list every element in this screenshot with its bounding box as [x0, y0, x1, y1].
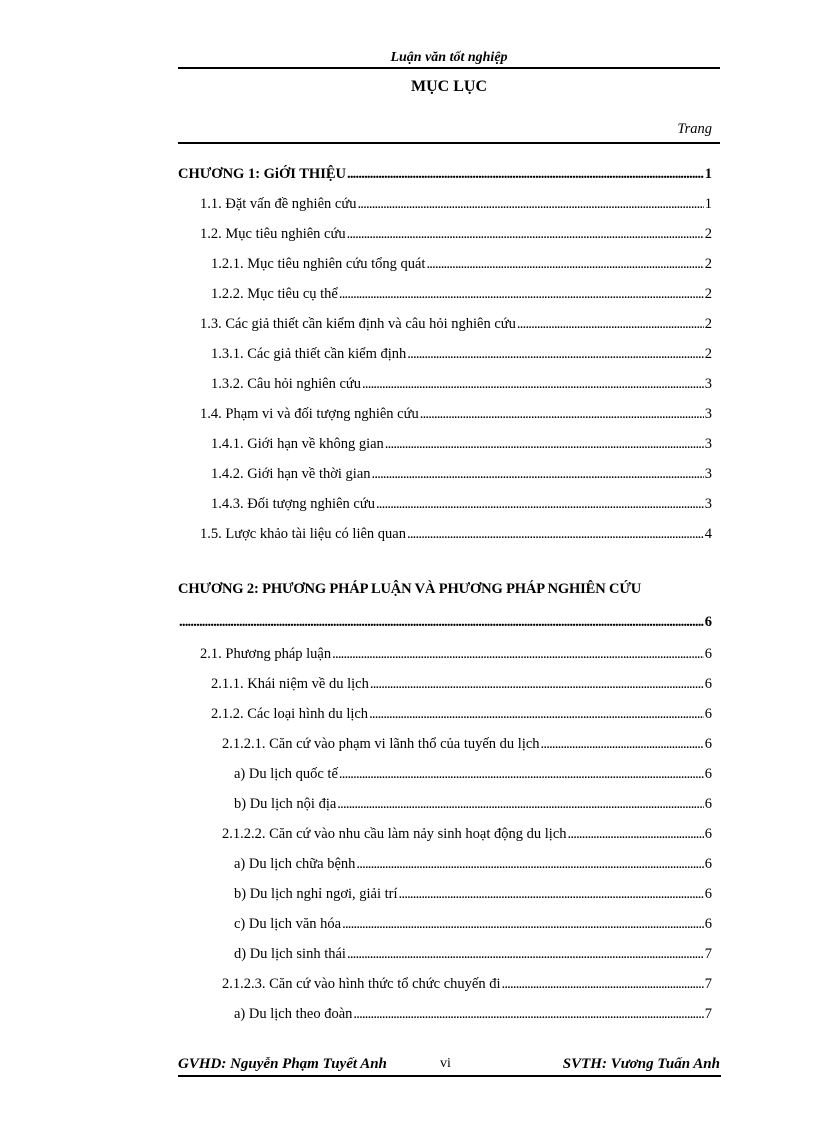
- dot-leader: [568, 826, 704, 843]
- dot-leader: [339, 286, 704, 303]
- toc-entry: [200, 406, 712, 426]
- toc-entry: [234, 856, 712, 876]
- dot-leader: [353, 1006, 703, 1023]
- dot-leader: [399, 886, 704, 903]
- dot-leader: [420, 406, 704, 423]
- dot-leader: [357, 196, 703, 213]
- toc-entry-label: a) Du lịch quốc tế: [234, 766, 338, 782]
- toc-entry-label: 2.1.2.2. Căn cứ vào nhu cầu làm nảy sinh hoạt động du lịch: [222, 826, 567, 842]
- toc-entry-page: 6: [704, 886, 712, 902]
- toc-entry-label: CHƯƠNG 1: GiỚI THIỆU: [178, 166, 346, 182]
- toc-entry-page: 6: [704, 706, 712, 722]
- toc-entry-page: 3: [704, 376, 712, 392]
- dot-leader: [369, 706, 704, 723]
- toc-entry: [234, 946, 712, 966]
- toc-entry: [234, 886, 712, 906]
- toc-entry-page: 7: [704, 1006, 712, 1022]
- dot-leader: [347, 166, 704, 183]
- toc-entry-label: 1.2.1. Mục tiêu nghiên cứu tổng quát: [211, 256, 426, 272]
- toc-chapter-1: [178, 166, 712, 186]
- toc-entry-page: 6: [704, 796, 712, 812]
- dot-leader: [356, 856, 703, 873]
- toc-entry: [222, 736, 712, 756]
- dot-leader: [501, 976, 703, 993]
- toc-entry-label: 2.1.2.1. Căn cứ vào phạm vi lãnh thổ của tuyến du lịch: [222, 736, 540, 752]
- toc-title: MỤC LỤC: [411, 78, 487, 95]
- dot-leader: [376, 496, 704, 513]
- dot-leader: [337, 796, 703, 813]
- toc-entry-page: 3: [704, 466, 712, 482]
- toc-entry-label: 1.3. Các giả thiết cần kiểm định và câu hỏi nghiên cứu: [200, 316, 516, 332]
- toc-entry-label: 2.1.1. Khái niệm về du lịch: [211, 676, 369, 692]
- dot-leader: [517, 316, 704, 333]
- toc-entry: [234, 916, 712, 936]
- toc-entry-label: 1.4.1. Giới hạn về không gian: [211, 436, 384, 452]
- toc-entry: [211, 466, 712, 486]
- dot-leader: [385, 436, 704, 453]
- dot-leader: [339, 766, 704, 783]
- dot-leader: [407, 526, 704, 543]
- toc-entry: [234, 796, 712, 816]
- toc-entry-label: a) Du lịch chữa bệnh: [234, 856, 356, 872]
- toc-chapter-2: [178, 614, 712, 634]
- toc-entry-page: 6: [704, 614, 712, 630]
- dot-leader: [370, 676, 704, 693]
- toc-entry: [200, 226, 712, 246]
- toc-entry: [211, 706, 712, 726]
- toc-entry: [211, 676, 712, 696]
- toc-entry-page: 6: [704, 916, 712, 932]
- toc-entry-page: 7: [704, 946, 712, 962]
- toc-entry-page: 7: [704, 976, 712, 992]
- running-header: Luận văn tốt nghiệp: [390, 50, 508, 65]
- toc-entry: [222, 826, 712, 846]
- toc-entry: [211, 376, 712, 396]
- toc-entry-page: 6: [704, 826, 712, 842]
- page-column-label: Trang: [677, 121, 712, 137]
- toc-entry-page: 6: [704, 856, 712, 872]
- toc-entry-label: c) Du lịch văn hóa: [234, 916, 342, 932]
- toc-entry-label: 1.3.1. Các giả thiết cần kiểm định: [211, 346, 407, 362]
- dot-leader: [426, 256, 703, 273]
- toc-entry-label: 2.1.2.3. Căn cứ vào hình thức tổ chức chuyến đi: [222, 976, 501, 992]
- toc-entry: [234, 1006, 712, 1026]
- toc-entry-page: 6: [704, 736, 712, 752]
- footer-student: SVTH: Vương Tuấn Anh: [562, 1056, 720, 1072]
- toc-entry-page: 2: [704, 226, 712, 242]
- toc-entry: [200, 526, 712, 546]
- toc-entry-label: b) Du lịch nội địa: [234, 796, 337, 812]
- toc-entry-label: 1.2. Mục tiêu nghiên cứu: [200, 226, 346, 242]
- toc-entry: [234, 766, 712, 786]
- toc-entry: [211, 436, 712, 456]
- toc-entry-page: 3: [704, 436, 712, 452]
- toc-entry-label: 1.2.2. Mục tiêu cụ thể: [211, 286, 338, 302]
- toc-entry-page: 6: [704, 646, 712, 662]
- toc-entry-label: 1.1. Đặt vấn đề nghiên cứu: [200, 196, 357, 212]
- toc-entry-label: 1.4.3. Đối tượng nghiên cứu: [211, 496, 375, 512]
- toc-entry-page: 2: [704, 316, 712, 332]
- toc-entry-page: 2: [704, 286, 712, 302]
- toc-entry-label: 2.1. Phương pháp luận: [200, 646, 332, 662]
- toc-entry: [211, 346, 712, 366]
- toc-entry-label: 1.4. Phạm vi và đối tượng nghiên cứu: [200, 406, 419, 422]
- toc-entry-page: 4: [704, 526, 712, 542]
- toc-entry-page: 2: [704, 346, 712, 362]
- dot-leader: [332, 646, 704, 663]
- header-rule: [178, 67, 720, 69]
- toc-entry-label: 1.4.2. Giới hạn về thời gian: [211, 466, 371, 482]
- footer-page-number: vi: [440, 1056, 451, 1071]
- dot-leader: [347, 226, 704, 243]
- toc-entry-page: 6: [704, 676, 712, 692]
- toc-chapter-2-title: CHƯƠNG 2: PHƯƠNG PHÁP LUẬN VÀ PHƯƠNG PHÁP NGHIÊN CỨU: [178, 581, 642, 597]
- toc-entry: [200, 316, 712, 336]
- toc-entry-label: a) Du lịch theo đoàn: [234, 1006, 353, 1022]
- dot-leader: [372, 466, 704, 483]
- dot-leader: [407, 346, 703, 363]
- dot-leader: [362, 376, 704, 393]
- dot-leader: [179, 614, 704, 631]
- toc-rule: [178, 142, 720, 144]
- dot-leader: [541, 736, 704, 753]
- toc-entry-label: d) Du lịch sinh thái: [234, 946, 346, 962]
- toc-entry: [200, 196, 712, 216]
- footer-rule: [178, 1075, 721, 1077]
- toc-entry-label: b) Du lịch nghỉ ngơi, giải trí: [234, 886, 398, 902]
- toc-entry-page: 1: [704, 166, 712, 182]
- toc-entry-page: 1: [704, 196, 712, 212]
- toc-entry-label: 2.1.2. Các loại hình du lịch: [211, 706, 369, 722]
- toc-entry-page: 3: [704, 496, 712, 512]
- toc-entry: [222, 976, 712, 996]
- dot-leader: [347, 946, 704, 963]
- dot-leader: [342, 916, 704, 933]
- toc-entry-page: 3: [704, 406, 712, 422]
- toc-entry-label: 1.3.2. Câu hỏi nghiên cứu: [211, 376, 362, 392]
- toc-entry: [211, 286, 712, 306]
- toc-entry-page: 6: [704, 766, 712, 782]
- toc-entry: [211, 256, 712, 276]
- toc-entry: [211, 496, 712, 516]
- footer-supervisor: GVHD: Nguyễn Phạm Tuyết Anh: [178, 1056, 387, 1072]
- toc-entry: [200, 646, 712, 666]
- toc-entry-label: 1.5. Lược khảo tài liệu có liên quan: [200, 526, 406, 542]
- toc-entry-page: 2: [704, 256, 712, 272]
